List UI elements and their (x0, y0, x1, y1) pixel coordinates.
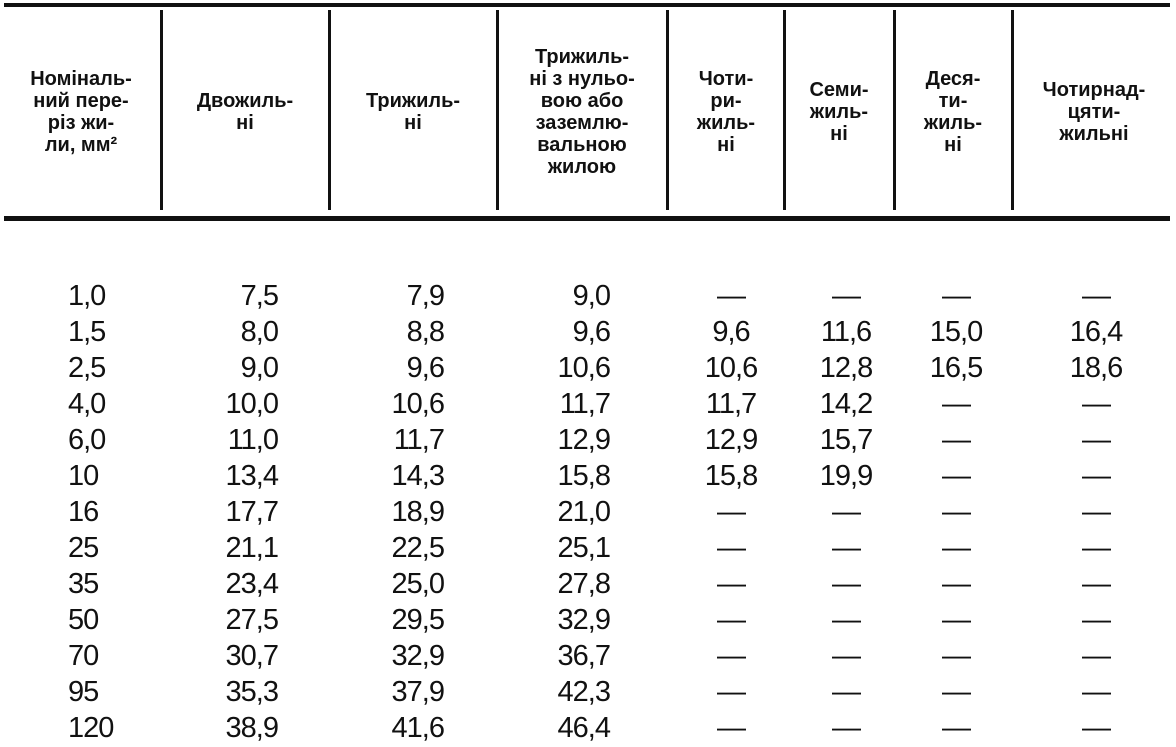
cell-four-core: 12,9 (704, 424, 758, 456)
cell-cross-section: 95 (68, 676, 99, 708)
table-row (0, 530, 1176, 566)
table-top-rule (4, 3, 1170, 7)
table-row (0, 602, 1176, 638)
cell-fourteen-core: — (1082, 496, 1110, 528)
cell-ten-core: — (942, 712, 970, 744)
cell-seven-core: 11,6 (820, 316, 872, 348)
cell-three-core-neutral: 11,7 (559, 388, 610, 420)
cell-ten-core: — (942, 532, 970, 564)
cell-fourteen-core: — (1082, 640, 1110, 672)
cell-four-core: 10,6 (704, 352, 758, 384)
cell-three-core: 22,5 (391, 532, 444, 564)
cell-three-core-neutral: 15,8 (557, 460, 610, 492)
cell-two-core: 10,0 (225, 388, 278, 420)
table-row (0, 674, 1176, 710)
cell-three-core: 18,9 (391, 496, 444, 528)
cell-seven-core: — (832, 280, 860, 312)
cell-four-core: — (717, 640, 745, 672)
cell-ten-core: — (942, 280, 970, 312)
cell-two-core: 30,7 (225, 640, 278, 672)
cell-seven-core: — (832, 568, 860, 600)
cell-three-core: 8,8 (406, 316, 444, 348)
cell-two-core: 21,1 (225, 532, 278, 564)
table-row (0, 386, 1176, 422)
cell-seven-core: 12,8 (819, 352, 873, 384)
cell-three-core-neutral: 21,0 (557, 496, 610, 528)
table-row (0, 458, 1176, 494)
cell-ten-core: — (942, 676, 970, 708)
header-nominal-cross-section: Номіналь- ний пере- різ жи- ли, мм² (30, 68, 132, 156)
cell-three-core: 25,0 (391, 568, 444, 600)
header-fourteen-core: Чотирнад- цяти- жильні (1042, 79, 1146, 145)
header-three-core-with-neutral: Трижиль- ні з нульо- вою або заземлю- вальною жилою (529, 46, 635, 178)
cell-cross-section: 4,0 (68, 388, 106, 420)
cell-four-core: 9,6 (712, 316, 750, 348)
cell-cross-section: 35 (68, 568, 99, 600)
cell-fourteen-core: 16,4 (1069, 316, 1123, 348)
cell-cross-section: 25 (68, 532, 99, 564)
cell-seven-core: 14,2 (819, 388, 873, 420)
cell-three-core: 32,9 (391, 640, 444, 672)
cell-three-core: 9,6 (406, 352, 444, 384)
cell-three-core: 41,6 (391, 712, 444, 744)
cell-two-core: 17,7 (225, 496, 278, 528)
table-row (0, 422, 1176, 458)
table-header-rule (4, 216, 1170, 221)
cell-seven-core: — (832, 640, 860, 672)
cell-two-core: 13,4 (225, 460, 278, 492)
cell-ten-core: — (942, 496, 970, 528)
header-two-core: Двожиль- ні (196, 90, 294, 134)
cell-ten-core: — (942, 424, 970, 456)
cell-fourteen-core: — (1082, 280, 1110, 312)
header-four-core: Чоти- ри- жиль- ні (696, 68, 756, 156)
cell-seven-core: — (832, 532, 860, 564)
cell-seven-core: — (832, 712, 860, 744)
cell-three-core-neutral: 25,1 (557, 532, 610, 564)
cell-fourteen-core: — (1082, 532, 1110, 564)
cell-ten-core: — (942, 640, 970, 672)
cell-seven-core: — (832, 496, 860, 528)
cell-three-core-neutral: 9,6 (572, 316, 610, 348)
header-ten-core: Деся- ти- жиль- ні (923, 68, 983, 156)
cell-three-core: 37,9 (391, 676, 444, 708)
cell-fourteen-core: — (1082, 424, 1110, 456)
cell-fourteen-core: — (1082, 460, 1110, 492)
table-row (0, 350, 1176, 386)
table-row (0, 278, 1176, 314)
table-row (0, 566, 1176, 602)
cell-three-core-neutral: 42,3 (557, 676, 610, 708)
cell-ten-core: — (942, 460, 970, 492)
cell-cross-section: 1,0 (68, 280, 106, 312)
cell-ten-core: 16,5 (929, 352, 983, 384)
cell-ten-core: — (942, 388, 970, 420)
cell-three-core: 14,3 (391, 460, 444, 492)
cell-three-core: 10,6 (391, 388, 444, 420)
cell-three-core-neutral: 32,9 (557, 604, 610, 636)
cell-three-core-neutral: 36,7 (557, 640, 610, 672)
cell-two-core: 27,5 (225, 604, 278, 636)
cell-ten-core: — (942, 604, 970, 636)
cell-four-core: — (717, 676, 745, 708)
header-three-core: Трижиль- ні (365, 90, 461, 134)
table-row (0, 710, 1176, 746)
cell-three-core: 11,7 (393, 424, 444, 456)
table-row (0, 494, 1176, 530)
cell-fourteen-core: — (1082, 712, 1110, 744)
cell-ten-core: — (942, 568, 970, 600)
cell-four-core: — (717, 712, 745, 744)
cell-four-core: — (717, 532, 745, 564)
cell-two-core: 23,4 (225, 568, 278, 600)
cell-three-core: 7,9 (406, 280, 444, 312)
cell-cross-section: 1,5 (68, 316, 106, 348)
cell-fourteen-core: — (1082, 604, 1110, 636)
cell-two-core: 38,9 (225, 712, 278, 744)
cell-four-core: — (717, 568, 745, 600)
cell-fourteen-core: — (1082, 568, 1110, 600)
cell-two-core: 35,3 (225, 676, 278, 708)
cell-cross-section: 2,5 (68, 352, 106, 384)
header-seven-core: Семи- жиль- ні (809, 79, 869, 145)
cell-seven-core: 15,7 (819, 424, 873, 456)
cell-cross-section: 120 (68, 712, 114, 744)
table-row (0, 638, 1176, 674)
cell-four-core: — (717, 280, 745, 312)
cell-fourteen-core: 18,6 (1069, 352, 1123, 384)
cell-fourteen-core: — (1082, 388, 1110, 420)
cell-three-core: 29,5 (391, 604, 444, 636)
cell-seven-core: 19,9 (819, 460, 873, 492)
cell-four-core: 11,7 (705, 388, 757, 420)
cell-cross-section: 50 (68, 604, 99, 636)
cell-ten-core: 15,0 (929, 316, 983, 348)
cell-cross-section: 10 (68, 460, 99, 492)
cell-four-core: — (717, 604, 745, 636)
cell-cross-section: 6,0 (68, 424, 106, 456)
table-row (0, 314, 1176, 350)
cell-fourteen-core: — (1082, 676, 1110, 708)
cell-three-core-neutral: 9,0 (572, 280, 610, 312)
cell-seven-core: — (832, 676, 860, 708)
cell-four-core: — (717, 496, 745, 528)
cell-seven-core: — (832, 604, 860, 636)
cell-three-core-neutral: 27,8 (557, 568, 610, 600)
cell-two-core: 9,0 (240, 352, 278, 384)
cell-four-core: 15,8 (704, 460, 758, 492)
cell-two-core: 7,5 (240, 280, 278, 312)
cell-three-core-neutral: 46,4 (557, 712, 610, 744)
cell-cross-section: 16 (68, 496, 99, 528)
cell-cross-section: 70 (68, 640, 99, 672)
cell-three-core-neutral: 10,6 (557, 352, 610, 384)
cell-two-core: 8,0 (240, 316, 278, 348)
cell-two-core: 11,0 (227, 424, 278, 456)
cell-three-core-neutral: 12,9 (557, 424, 610, 456)
